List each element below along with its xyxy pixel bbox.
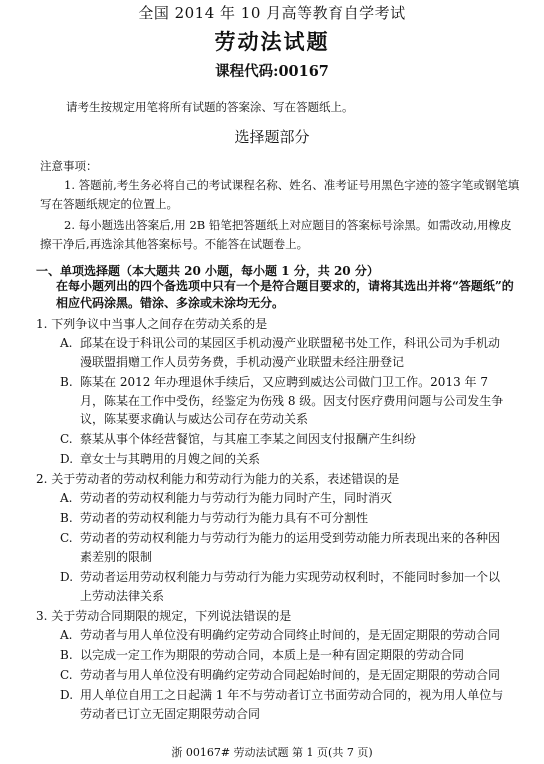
option-label: C. <box>60 432 73 446</box>
question-2-option-b <box>60 509 510 528</box>
part-description: 在每小题列出的四个备选项中只有一个是符合题目要求的，请将其选出并将“答题纸”的相应代码涂黑。错涂、多涂或未涂均无分。 <box>56 279 514 310</box>
question-2-option-a <box>60 489 510 508</box>
option-label: B. <box>60 511 73 525</box>
note-item-1: 1. 答题前,考生务必将自己的考试课程名称、姓名、准考证号用黑色字迹的签字笔或钢笔填写在答题纸规定的位置上。 <box>40 178 520 211</box>
question-3-option-d <box>60 686 510 723</box>
section-title: 选择题部分 <box>234 128 310 146</box>
option-text: 劳动者的劳动权利能力与劳动行为能力同时产生，同时消灭 <box>80 491 393 505</box>
option-label: B. <box>60 375 73 389</box>
option-label: C. <box>60 668 73 682</box>
option-text: 陈某在 2012 年办理退休手续后，又应聘到威达公司做门卫工作。2013 年 7 月，陈某在工作中受伤，经鉴定为伤残 8 级。因支付医疗费用问题与公司发生争议，陈某要求确认与威达公司存在劳动关系 <box>80 375 504 426</box>
option-text: 以完成一定工作为期限的劳动合同，本质上是一种有固定期限的劳动合同 <box>80 648 465 662</box>
option-text: 劳动者运用劳动权利能力与劳动行为能力实现劳动权利时，不能同时参加一个以上劳动法律关系 <box>80 570 501 603</box>
option-label: A. <box>60 336 73 350</box>
question-1-option-d <box>60 450 510 469</box>
question-stem-1: 1. 下列争议中当事人之间存在劳动关系的是 <box>36 317 268 331</box>
option-text: 劳动者与用人单位没有明确约定劳动合同起始时间的，是无固定期限的劳动合同 <box>80 668 501 682</box>
option-label: D. <box>60 452 74 466</box>
option-text: 劳动者与用人单位没有明确约定劳动合同终止时间的，是无固定期限的劳动合同 <box>80 628 501 642</box>
question-3-option-b <box>60 646 510 665</box>
question-2-option-c <box>60 529 510 566</box>
course-code: 课程代码:00167 <box>215 63 329 80</box>
exam-name: 全国 2014 年 10 月高等教育自学考试 <box>138 4 406 22</box>
option-text: 劳动者的劳动权利能力与劳动行为能力的运用受到劳动能力所表现出来的各种因素差别的限制 <box>80 531 501 564</box>
option-label: A. <box>60 491 73 505</box>
exam-title: 劳动法试题 <box>214 29 330 54</box>
option-text: 邱某在设于科讯公司的某园区手机动漫产业联盟秘书处工作，科讯公司为手机动漫联盟捐赠工作人员劳务费，手机动漫产业联盟未经注册登记 <box>80 336 501 369</box>
option-label: C. <box>60 531 73 545</box>
question-stem-2: 2. 关于劳动者的劳动权利能力和劳动行为能力的关系，表述错误的是 <box>36 472 400 486</box>
answer-instruction: 请考生按规定用笔将所有试题的答案涂、写在答题纸上。 <box>66 100 354 114</box>
note-item-2: 2. 每小题选出答案后,用 2B 铅笔把答题纸上对应题目的答案标号涂黑。如需改动,用橡皮擦干净后,再选涂其他答案标号。不能答在试题卷上。 <box>40 218 512 251</box>
option-text: 章女士与其聘用的月嫂之间的关系 <box>80 452 261 466</box>
notes-heading: 注意事项： <box>40 159 98 173</box>
question-3-option-c <box>60 666 510 685</box>
option-text: 劳动者的劳动权利能力与劳动行为能力具有不可分割性 <box>80 511 369 525</box>
question-1-option-b <box>60 373 510 429</box>
question-1-option-a <box>60 334 510 371</box>
part-title: 一、单项选择题（本大题共 20 小题，每小题 1 分，共 20 分） <box>36 264 379 278</box>
option-text: 用人单位自用工之日起满 1 年不与劳动者订立书面劳动合同的，视为用人单位与劳动者已订立无固定期限劳动合同 <box>80 688 504 721</box>
option-label: D. <box>60 688 74 702</box>
option-text: 蔡某从事个体经营餐馆，与其雇工李某之间因支付报酬产生纠纷 <box>80 432 417 446</box>
question-1-option-c <box>60 430 510 449</box>
option-label: B. <box>60 648 73 662</box>
option-label: D. <box>60 570 74 584</box>
question-stem-3: 3. 关于劳动合同期限的规定，下列说法错误的是 <box>36 609 292 623</box>
page-footer: 浙 00167# 劳动法试题 第 1 页(共 7 页) <box>171 746 373 759</box>
option-label: A. <box>60 628 73 642</box>
question-2-option-d <box>60 568 510 605</box>
question-3-option-a <box>60 626 510 645</box>
